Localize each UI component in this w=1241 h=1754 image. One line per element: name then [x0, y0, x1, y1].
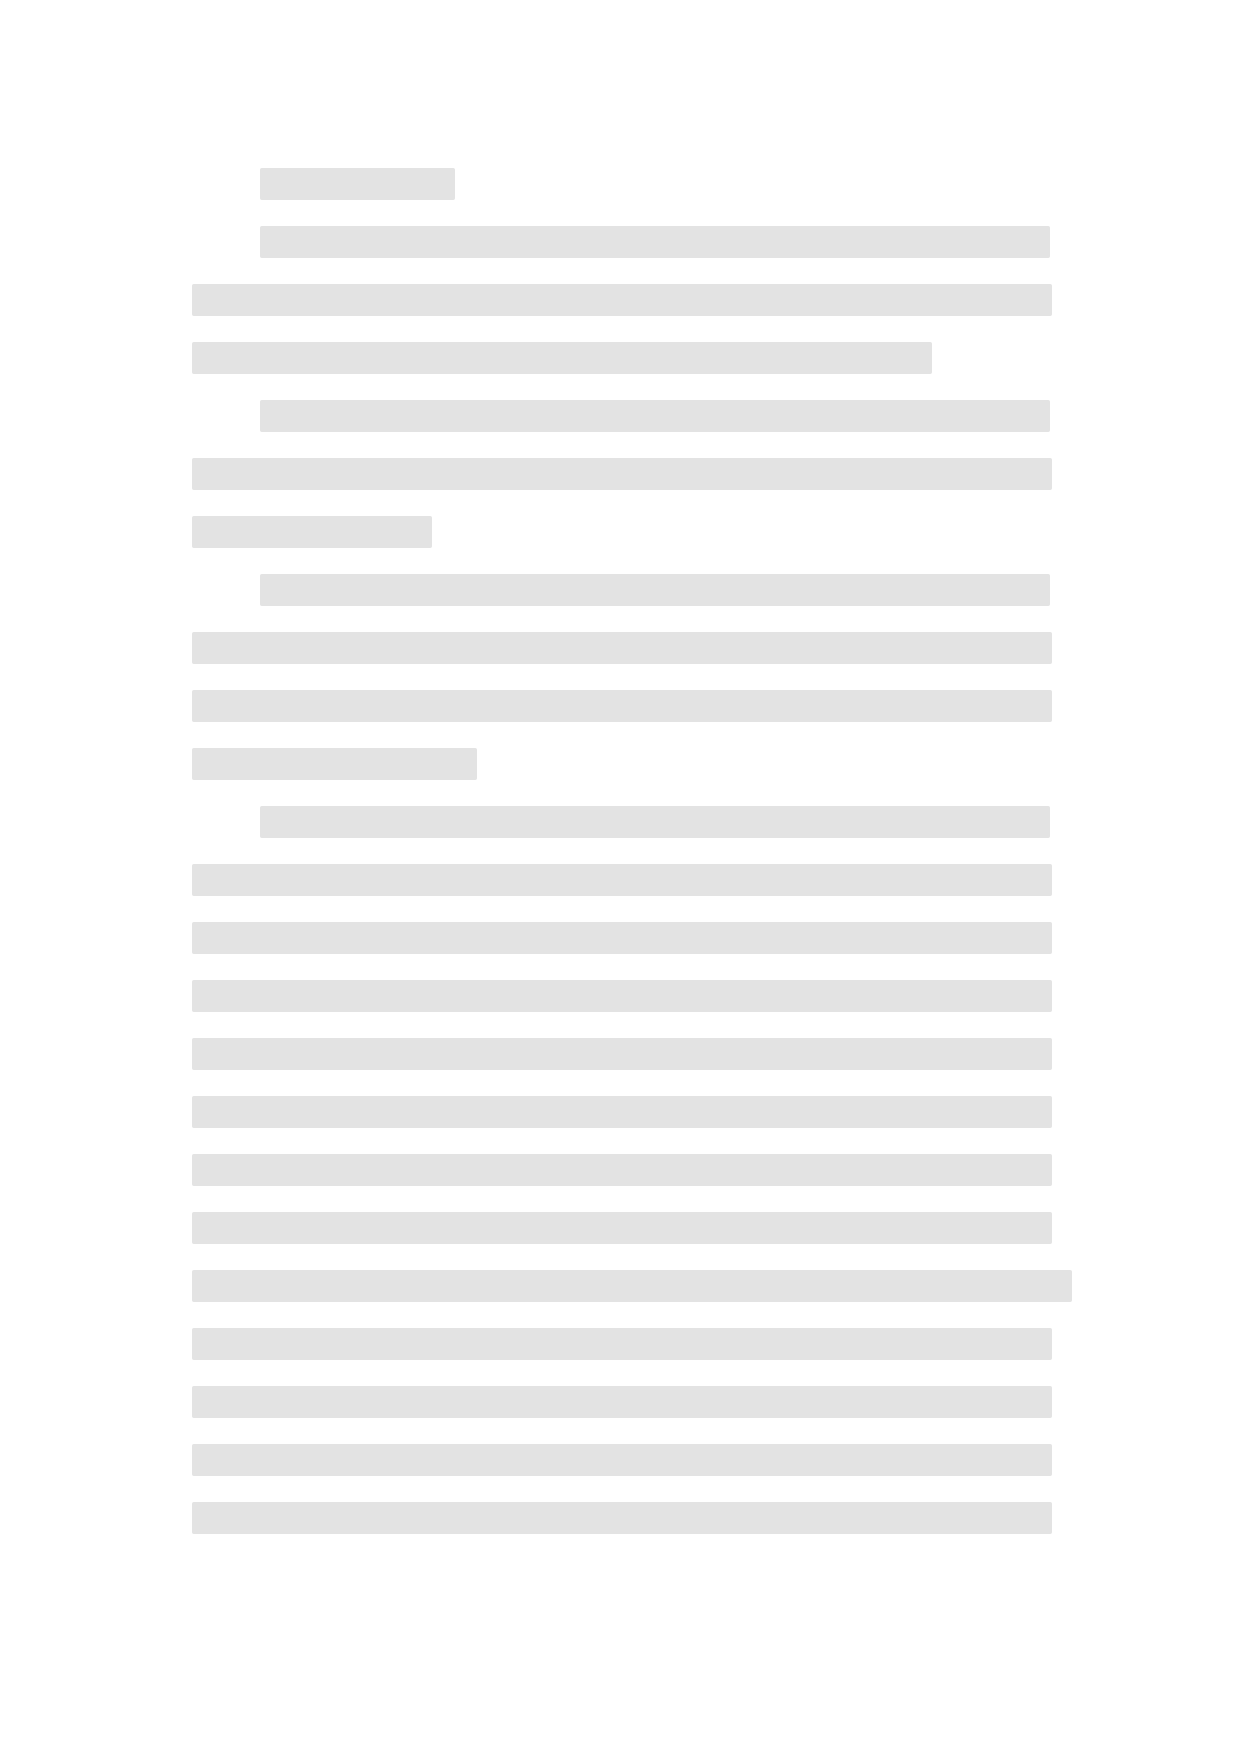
- text-line: [192, 690, 1052, 722]
- text-line: [192, 1386, 1052, 1418]
- text-line: [192, 864, 1052, 896]
- text-line: [260, 168, 455, 200]
- text-line: [192, 1502, 1052, 1534]
- text-line: [192, 980, 1052, 1012]
- text-line: [192, 748, 477, 780]
- text-line: [192, 284, 1052, 316]
- text-line: [192, 922, 1052, 954]
- text-line: [192, 342, 932, 374]
- text-line: [260, 400, 1050, 432]
- text-line: [192, 1154, 1052, 1186]
- text-line: [192, 632, 1052, 664]
- text-line: [192, 1096, 1052, 1128]
- text-line: [260, 806, 1050, 838]
- text-line: [260, 574, 1050, 606]
- text-line: [192, 1444, 1052, 1476]
- text-line: [192, 1270, 1072, 1302]
- text-line: [192, 1038, 1052, 1070]
- text-line: [192, 458, 1052, 490]
- text-line: [192, 1328, 1052, 1360]
- text-line: [260, 226, 1050, 258]
- text-line: [192, 516, 432, 548]
- text-line: [192, 1212, 1052, 1244]
